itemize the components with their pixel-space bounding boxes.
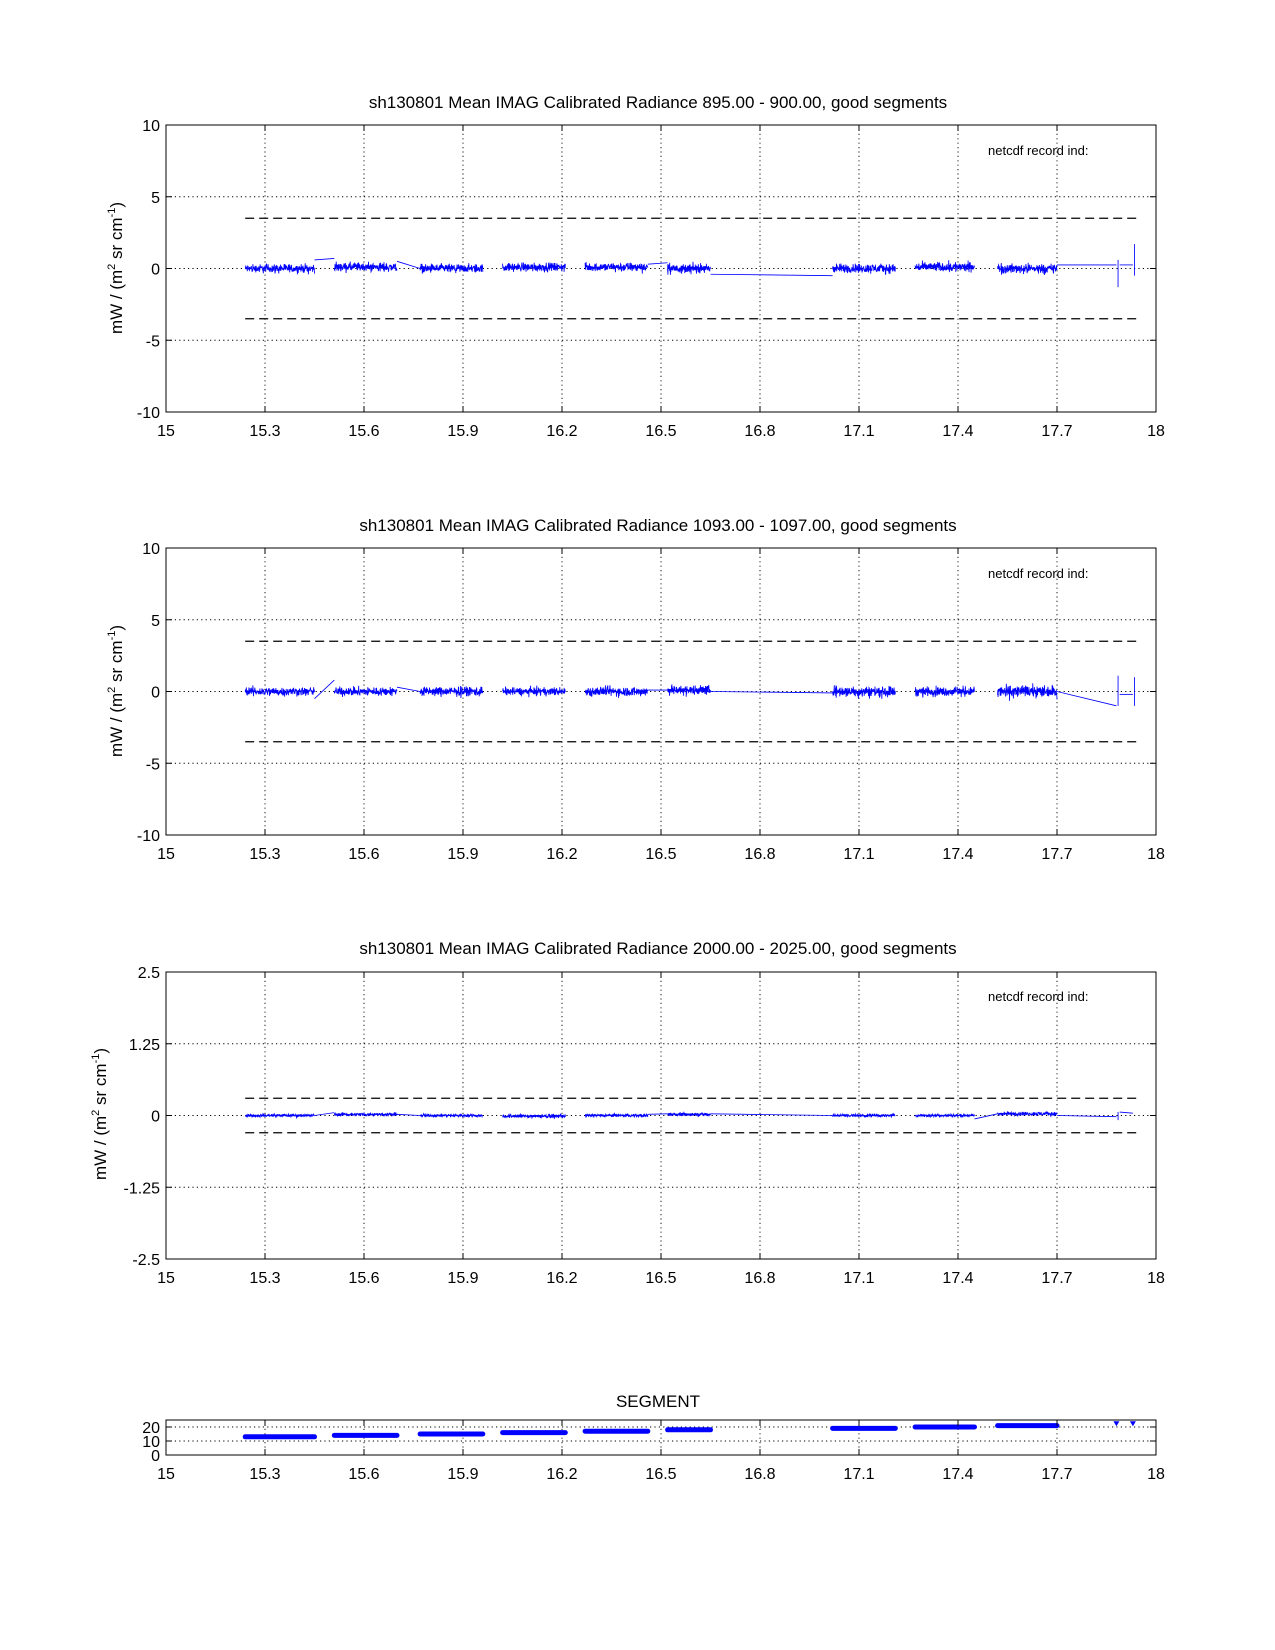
trace-connector [975, 1114, 998, 1119]
y-tick-label: -5 [145, 756, 160, 774]
annotation-netcdf: netcdf record ind: [988, 143, 1089, 158]
y-tick-label: -5 [145, 333, 160, 351]
y-tick-label: 10 [142, 118, 160, 135]
x-tick-label: 16.2 [546, 1270, 578, 1287]
x-tick-label: 16.8 [744, 1270, 776, 1287]
radiance-trace [334, 1112, 397, 1116]
y-tick-label: 1.25 [128, 1036, 160, 1054]
x-tick-label: 16.5 [645, 423, 677, 440]
radiance-trace [833, 264, 896, 275]
radiance-trace [915, 1114, 974, 1118]
y-tick-label: 0 [151, 684, 160, 702]
radiance-trace [585, 685, 648, 698]
x-tick-label: 16.8 [744, 846, 776, 863]
x-tick-label: 17.7 [1041, 846, 1073, 863]
x-tick-label: 15.3 [249, 1466, 281, 1483]
x-tick-label: 15.3 [249, 1270, 281, 1287]
y-axis-label: mW / ($m^2$ sr $cm^{-1}$) [90, 1047, 110, 1181]
x-tick-label: 17.4 [942, 846, 974, 863]
x-tick-label: 16.2 [546, 1466, 578, 1483]
y-axis-label: mW / ($m^2$ sr $cm^{-1}$) [106, 201, 126, 335]
radiance-trace [245, 685, 314, 696]
radiance-trace [833, 1114, 896, 1118]
radiance-trace [668, 1112, 711, 1117]
y-tick-label: 20 [142, 1420, 160, 1437]
chart-title: sh130801 Mean IMAG Calibrated Radiance 2000.00 - 2025.00, good segments [359, 939, 957, 958]
x-tick-label: 15 [157, 1466, 175, 1483]
x-tick-label: 17.7 [1041, 423, 1073, 440]
radiance-trace [503, 1114, 566, 1119]
panel-segment [142, 1392, 1165, 1483]
x-tick-label: 17.7 [1041, 1466, 1073, 1483]
trace-connector [1120, 1112, 1133, 1113]
radiance-trace [998, 683, 1057, 701]
panel-1093-1097 [106, 516, 1165, 863]
radiance-trace [998, 263, 1057, 275]
x-tick-label: 17.4 [942, 1466, 974, 1483]
trace-connector [648, 263, 668, 264]
y-tick-label: 5 [151, 189, 160, 207]
x-tick-label: 15.6 [348, 1466, 380, 1483]
x-tick-label: 16.5 [645, 1466, 677, 1483]
radiance-trace [503, 686, 566, 698]
x-tick-label: 15.3 [249, 846, 281, 863]
panel-895-900 [106, 93, 1165, 440]
radiance-trace [503, 263, 566, 272]
y-axis-label: mW / ($m^2$ sr $cm^{-1}$) [106, 624, 126, 758]
x-tick-label: 17.4 [942, 423, 974, 440]
panel-2000-2025 [90, 939, 1165, 1287]
y-tick-label: 10 [142, 1434, 160, 1451]
trace-connector [315, 258, 335, 259]
y-tick-label: -10 [136, 405, 160, 422]
trace-connector [1057, 692, 1116, 706]
radiance-trace [420, 1114, 483, 1118]
x-tick-label: 16.2 [546, 423, 578, 440]
x-tick-label: 16.5 [645, 1270, 677, 1287]
x-tick-label: 15.9 [447, 1466, 479, 1483]
radiance-trace [915, 260, 974, 272]
radiance-trace [668, 262, 711, 275]
y-tick-label: -10 [136, 828, 160, 845]
y-tick-label: 5 [151, 612, 160, 630]
chart-title: sh130801 Mean IMAG Calibrated Radiance 895.00 - 900.00, good segments [368, 93, 948, 112]
chart-title: SEGMENT [615, 1392, 701, 1411]
radiance-trace [420, 263, 483, 274]
radiance-trace [833, 685, 896, 699]
x-tick-label: 15.3 [249, 423, 281, 440]
radiance-trace [420, 686, 483, 698]
y-tick-label: 0 [151, 261, 160, 279]
trace-connector [711, 692, 833, 693]
x-tick-label: 15 [157, 423, 175, 440]
radiance-trace [668, 684, 711, 696]
radiance-trace [585, 262, 648, 274]
x-tick-label: 18 [1147, 1466, 1165, 1483]
x-tick-label: 17.1 [843, 1270, 875, 1287]
x-tick-label: 17.4 [942, 1270, 974, 1287]
trace-connector [397, 1114, 420, 1115]
x-tick-label: 17.7 [1041, 1270, 1073, 1287]
trace-connector [648, 1114, 668, 1115]
trace-connector [397, 687, 420, 691]
x-tick-label: 18 [1147, 846, 1165, 863]
chart-title: sh130801 Mean IMAG Calibrated Radiance 1093.00 - 1097.00, good segments [359, 516, 957, 535]
y-tick-label: -1.25 [123, 1180, 160, 1198]
y-tick-label: 10 [142, 541, 160, 558]
x-tick-label: 17.1 [843, 423, 875, 440]
x-tick-label: 18 [1147, 423, 1165, 440]
radiance-trace [245, 1114, 314, 1118]
trace-connector [315, 680, 335, 699]
x-tick-label: 17.1 [843, 846, 875, 863]
x-tick-label: 16.8 [744, 1466, 776, 1483]
segment-marker [1130, 1421, 1136, 1426]
x-tick-label: 17.1 [843, 1466, 875, 1483]
annotation-netcdf: netcdf record ind: [988, 989, 1089, 1004]
x-tick-label: 16.2 [546, 846, 578, 863]
trace-connector [315, 1113, 335, 1116]
x-tick-label: 15.9 [447, 846, 479, 863]
x-tick-label: 15.9 [447, 423, 479, 440]
y-tick-label: 2.5 [137, 965, 160, 982]
x-tick-label: 15.9 [447, 1270, 479, 1287]
trace-connector [711, 274, 833, 275]
radiance-trace [915, 686, 974, 698]
trace-connector [1057, 1116, 1116, 1117]
x-tick-label: 15 [157, 846, 175, 863]
x-tick-label: 15.6 [348, 1270, 380, 1287]
radiance-trace [334, 262, 397, 274]
radiance-trace [334, 686, 397, 697]
radiance-trace [245, 263, 314, 274]
annotation-netcdf: netcdf record ind: [988, 566, 1089, 581]
x-tick-label: 16.5 [645, 846, 677, 863]
x-tick-label: 18 [1147, 1270, 1165, 1287]
y-tick-label: 0 [151, 1108, 160, 1126]
x-tick-label: 15.6 [348, 846, 380, 863]
radiance-trace [585, 1114, 648, 1118]
trace-connector [711, 1114, 833, 1116]
y-tick-label: 0 [151, 1448, 160, 1465]
x-tick-label: 15 [157, 1270, 175, 1287]
x-tick-label: 16.8 [744, 423, 776, 440]
segment-marker [1113, 1421, 1119, 1426]
trace-connector [397, 261, 420, 268]
x-tick-label: 15.6 [348, 423, 380, 440]
y-tick-label: -2.5 [132, 1252, 160, 1269]
